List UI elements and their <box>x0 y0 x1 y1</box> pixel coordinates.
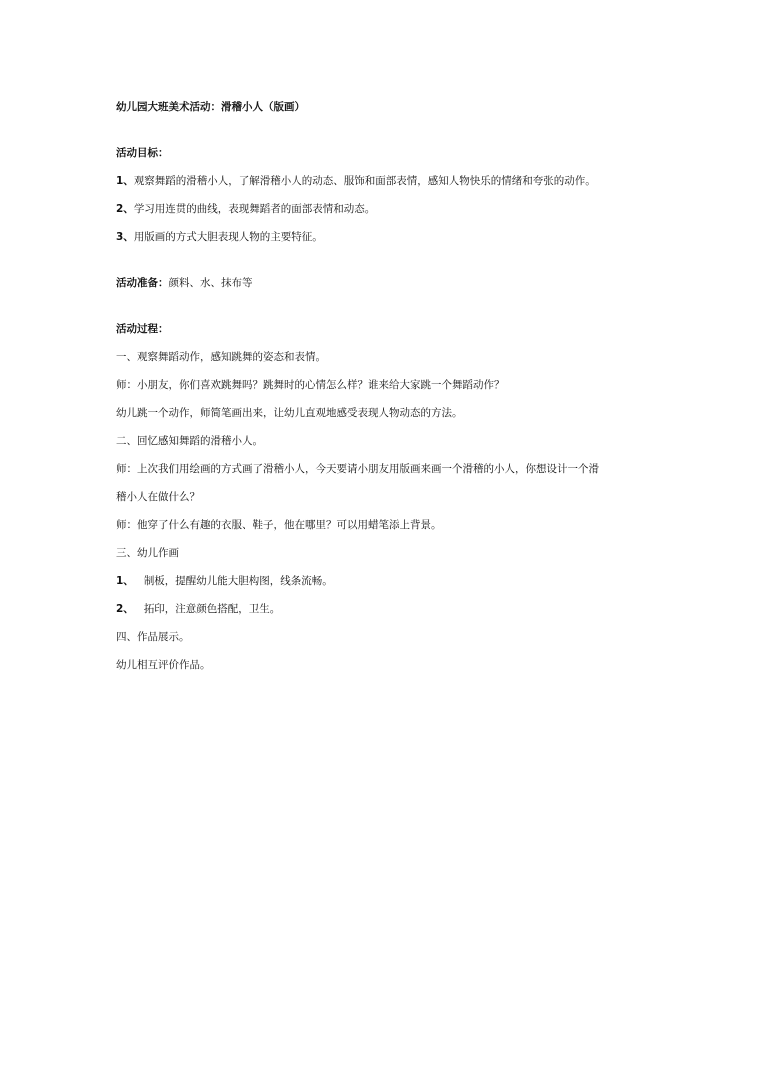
step-text: 制板，提醒幼儿能大胆构图，线条流畅。 <box>143 575 333 587</box>
step-text: 拓印，注意颜色搭配，卫生。 <box>143 603 281 615</box>
goals-heading: 活动目标： <box>116 147 169 159</box>
closing-line: 幼儿相互评价作品。 <box>116 659 211 671</box>
step-item-2 <box>116 602 280 616</box>
process-line: 师：他穿了什么有趣的衣服、鞋子，他在哪里？可以用蜡笔添上背景。 <box>116 519 442 531</box>
process-line: 幼儿跳一个动作，师简笔画出来，让幼儿直观地感受表现人物动态的方法。 <box>116 407 463 419</box>
process-line: 稽小人在做什么？ <box>116 491 200 503</box>
process-line: 三、幼儿作画 <box>116 547 179 559</box>
goal-number: 2、 <box>116 203 134 215</box>
goal-item-2 <box>116 202 375 216</box>
goal-number: 1、 <box>116 175 134 187</box>
process-heading: 活动过程： <box>116 323 169 335</box>
closing-line: 四、作品展示。 <box>116 631 190 643</box>
process-line: 一、观察舞蹈动作，感知跳舞的姿态和表情。 <box>116 351 326 363</box>
step-number: 1、 <box>116 575 134 587</box>
preparation-line <box>116 276 253 290</box>
goal-item-3 <box>116 230 323 244</box>
process-line: 师：上次我们用绘画的方式画了滑稽小人，今天要请小朋友用版画来画一个滑稽的小人，你想设计一个滑 <box>116 463 599 475</box>
goal-item-1 <box>116 174 596 188</box>
preparation-text: 颜料、水、抹布等 <box>168 277 253 289</box>
goal-text: 学习用连贯的曲线，表现舞蹈者的面部表情和动态。 <box>133 203 376 215</box>
document-title: 幼儿园大班美术活动：滑稽小人（版画） <box>116 101 305 113</box>
step-number: 2、 <box>116 603 134 615</box>
preparation-heading: 活动准备： <box>116 277 169 289</box>
goal-text: 观察舞蹈的滑稽小人，了解滑稽小人的动态、服饰和面部表情，感知人物快乐的情绪和夸张的动作。 <box>133 175 596 187</box>
process-line: 师：小朋友，你们喜欢跳舞吗？跳舞时的心情怎么样？谁来给大家跳一个舞蹈动作？ <box>116 379 505 391</box>
process-line: 二、回忆感知舞蹈的滑稽小人。 <box>116 435 263 447</box>
goal-number: 3、 <box>116 231 134 243</box>
step-item-1 <box>116 574 333 588</box>
goal-text: 用版画的方式大胆表现人物的主要特征。 <box>133 231 323 243</box>
